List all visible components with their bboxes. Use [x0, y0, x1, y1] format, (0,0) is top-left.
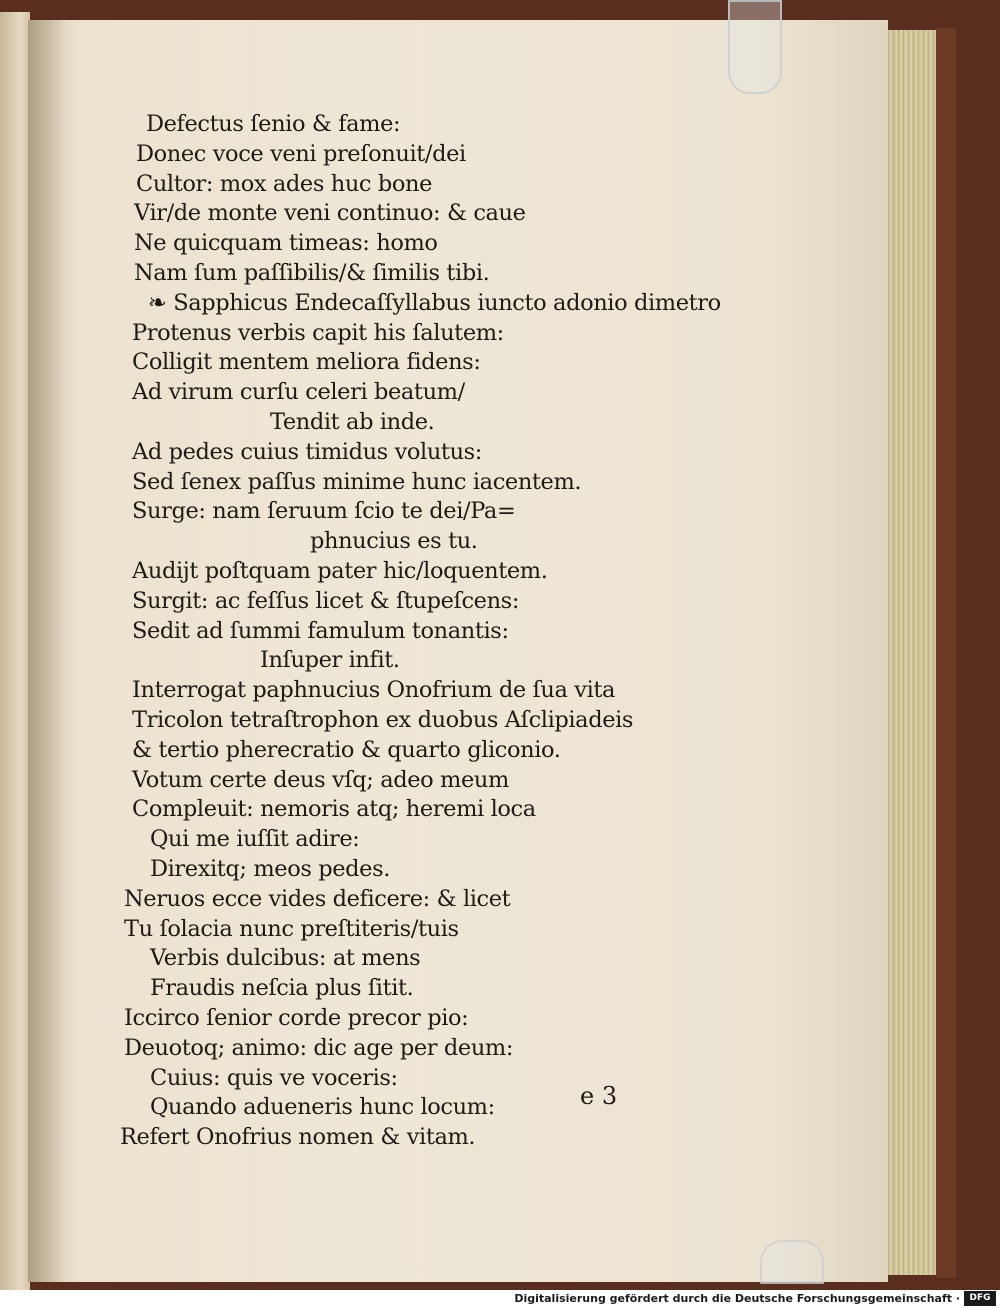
text-line: Defectus ſenio & fame: — [146, 111, 401, 137]
text-line: Ne quicquam timeas: homo — [134, 230, 438, 257]
text-line: & tertio pherecratio & quarto gliconio. — [132, 736, 561, 763]
text-line: Vir/de monte veni continuo: & caue — [134, 200, 526, 227]
text-line: Nam ſum paſſibilis/& ſimilis tibi. — [134, 259, 490, 286]
funding-notice: Digitalisierung gefördert durch die Deutsche Forschungsgemeinschaft · — [514, 1292, 960, 1305]
text-line: Protenus verbis capit his ſalutem: — [132, 319, 504, 346]
text-line: Direxitq; meos pedes. — [150, 855, 391, 882]
text-line: Refert Onofrius nomen & vitam. — [120, 1124, 476, 1151]
text-line: Iccirco ſenior corde precor pio: — [124, 1004, 469, 1031]
text-line: Inſuper infit. — [260, 647, 400, 674]
text-line: Ad virum curſu celeri beatum/ — [132, 379, 465, 406]
page-clip-bottom — [760, 1240, 824, 1284]
text-line: Qui me iuſſit adire: — [150, 826, 360, 853]
text-line: Interrogat paphnucius Onofrium de ſua vita — [132, 677, 616, 704]
text-line: Audijt poſtquam pater hic/loquentem. — [132, 557, 548, 584]
text-line: Compleuit: nemoris atq; heremi loca — [132, 796, 536, 823]
text-line: Ad pedes cuius timidus volutus: — [132, 438, 482, 465]
text-line: Cuius: quis ve voceris: — [150, 1064, 398, 1091]
dfg-logo: DFG — [964, 1291, 996, 1306]
left-page-edge — [0, 12, 30, 1290]
text-line: Cultor: mox ades huc bone — [136, 170, 433, 197]
text-line: Verbis dulcibus: at mens — [150, 945, 421, 972]
text-line: Neruos ecce vides deficere: & licet — [124, 885, 511, 912]
page-text — [110, 110, 721, 1153]
text-line: Tricolon tetraſtrophon ex duobus Aſclipiadeis — [132, 706, 634, 733]
text-line: phnucius es tu. — [310, 528, 478, 555]
text-line: Donec voce veni preſonuit/dei — [136, 140, 466, 167]
page-clip-top — [728, 0, 782, 94]
text-line: Colligit mentem meliora fidens: — [132, 349, 481, 376]
gutter-shadow — [28, 20, 68, 1282]
text-line: ❧ Sapphicus Endecaſſyllabus iuncto adonio dimetro — [148, 289, 721, 316]
cover-edge — [936, 28, 956, 1278]
text-line: Votum certe deus vſq; adeo meum — [132, 766, 509, 793]
text-line: Quando adueneris hunc locum: — [150, 1094, 495, 1121]
text-line: Surge: nam ſeruum ſcio te dei/Pa= — [132, 498, 516, 525]
text-line: Deuotoq; animo: dic age per deum: — [124, 1034, 514, 1061]
text-line: Sed ſenex paſſus minime hunc iacentem. — [132, 468, 582, 495]
text-line: Surgit: ac feſſus licet & ſtupeſcens: — [132, 587, 520, 614]
text-line: Tu ſolacia nunc preſtiteris/tuis — [124, 915, 459, 942]
page-block-edges — [880, 30, 938, 1275]
text-line: Fraudis neſcia plus ſitit. — [150, 975, 414, 1002]
signature-mark: e 3 — [580, 1082, 618, 1110]
text-line: Sedit ad ſummi famulum tonantis: — [132, 617, 509, 644]
text-line: Tendit ab inde. — [270, 408, 435, 435]
